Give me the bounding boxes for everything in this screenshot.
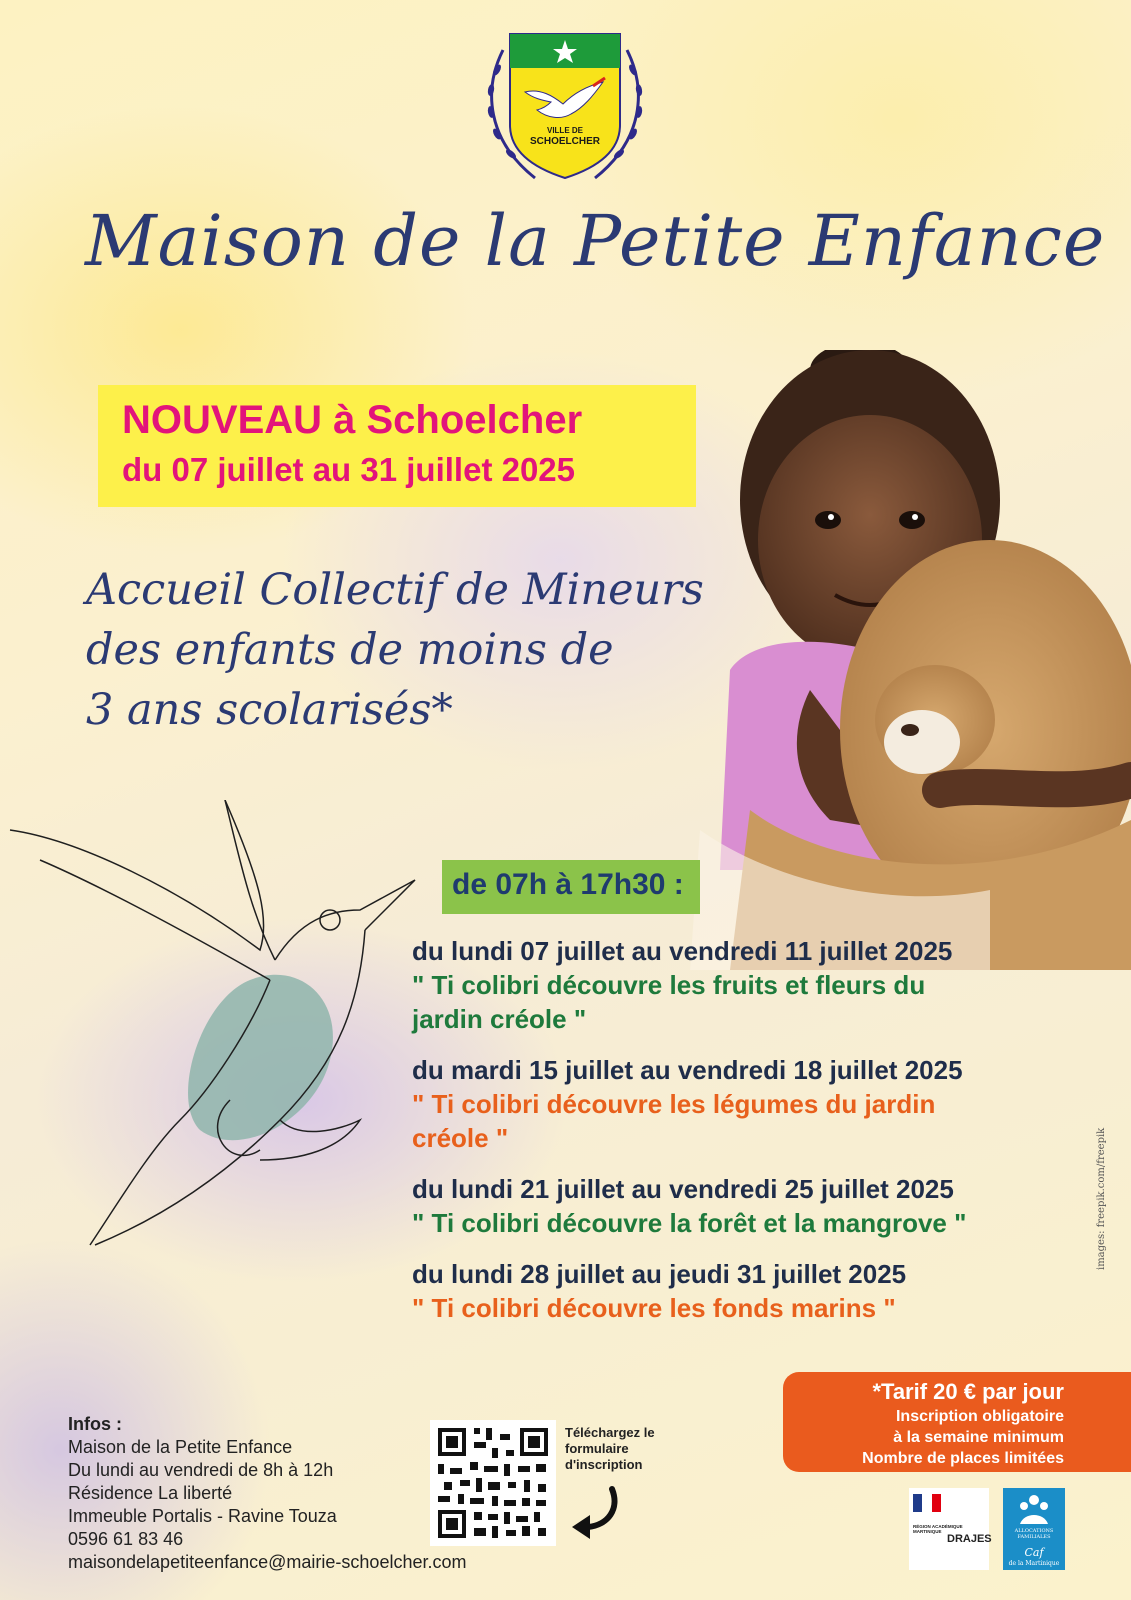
announcement-line2: du 07 juillet au 31 juillet 2025 (122, 451, 576, 488)
drajes-small-line-2: MARTINIQUE (913, 1529, 942, 1534)
logo-text-schoelcher: SCHOELCHER (529, 136, 601, 147)
week-2-theme-line-1: " Ti colibri découvre les légumes du jardin (412, 1089, 936, 1119)
tarif-text (790, 1378, 1064, 1469)
logo-text-ville-de: VILLE DE (546, 126, 584, 135)
week-2 (412, 1053, 963, 1155)
qr-label (565, 1425, 655, 1473)
week-1-theme-line-2: jardin créole " (412, 1004, 587, 1034)
drajes-label: DRAJES (947, 1533, 992, 1545)
qr-code-icon[interactable] (430, 1420, 556, 1546)
week-2-dates: du mardi 15 juillet au vendredi 18 juillet 2025 (412, 1055, 963, 1085)
marianne-flag-icon (913, 1494, 941, 1512)
tarif-line-4: Nombre de places limitées (862, 1450, 1064, 1467)
tarif-line-2: Inscription obligatoire (895, 1408, 1064, 1425)
qr-label-line-2: formulaire (565, 1441, 629, 1456)
subtitle-line-2: des enfants de moins de (86, 625, 614, 675)
qr-label-line-1: Téléchargez le (565, 1425, 655, 1440)
infos-line-1: Maison de la Petite Enfance (68, 1437, 293, 1457)
tarif-line-3: à la semaine minimum (893, 1429, 1064, 1446)
contact-infos (68, 1413, 466, 1574)
hummingbird-drawing (0, 800, 440, 1270)
announcement-line1: NOUVEAU à Schoelcher (122, 398, 583, 442)
infos-heading: Infos : (68, 1414, 122, 1434)
week-3-dates: du lundi 21 juillet au vendredi 25 juillet 2025 (412, 1174, 954, 1204)
ville-de-schoelcher-logo (475, 30, 655, 185)
week-1-dates: du lundi 07 juillet au vendredi 11 juillet 2025 (412, 936, 953, 966)
drajes-small-line-1: RÉGION ACADÉMIQUE (913, 1524, 963, 1529)
week-4 (412, 1257, 906, 1325)
week-1 (412, 934, 952, 1036)
infos-line-2: Du lundi au vendredi de 8h à 12h (68, 1460, 334, 1480)
week-4-theme-line-1: " Ti colibri découvre les fonds marins " (412, 1293, 896, 1323)
tarif-price: *Tarif 20 € par jour (872, 1379, 1064, 1404)
subtitle-line-3: 3 ans scolarisés* (86, 685, 453, 735)
page-title: Maison de la Petite Enfance (85, 200, 1106, 282)
infos-line-4: Immeuble Portalis - Ravine Touza (68, 1506, 337, 1526)
week-3 (412, 1172, 966, 1240)
week-3-theme-line-1: " Ti colibri découvre la forêt et la mangrove " (412, 1208, 967, 1238)
infos-phone[interactable]: 0596 61 83 46 (68, 1529, 184, 1549)
child-with-teddy-bear-image (690, 350, 1131, 970)
caf-name: Caf (1024, 1546, 1044, 1559)
subtitle-line-1: Accueil Collectif de Mineurs (86, 565, 704, 615)
infos-email[interactable]: maisondelapetiteenfance@mairie-schoelcher.com (68, 1552, 467, 1572)
subtitle (86, 560, 704, 740)
hours-text: de 07h à 17h30 : (452, 868, 684, 901)
caf-small-line-1: ALLOCATIONS (1014, 1528, 1054, 1534)
image-credit: images: freepik.com/freepik (1096, 1127, 1107, 1270)
caf-subtitle: de la Martinique (1008, 1560, 1060, 1567)
caf-family-icon (1016, 1492, 1052, 1526)
week-4-dates: du lundi 28 juillet au jeudi 31 juillet 2025 (412, 1259, 907, 1289)
caf-small-line-2: FAMILIALES (1017, 1534, 1051, 1540)
qr-label-line-3: d'inscription (565, 1457, 643, 1472)
infos-line-3: Résidence La liberté (68, 1483, 233, 1503)
week-1-theme-line-1: " Ti colibri découvre les fruits et fleurs du (412, 970, 926, 1000)
week-2-theme-line-2: créole " (412, 1123, 509, 1153)
curved-arrow-icon (568, 1485, 624, 1541)
caf-small-text (1003, 1528, 1065, 1540)
